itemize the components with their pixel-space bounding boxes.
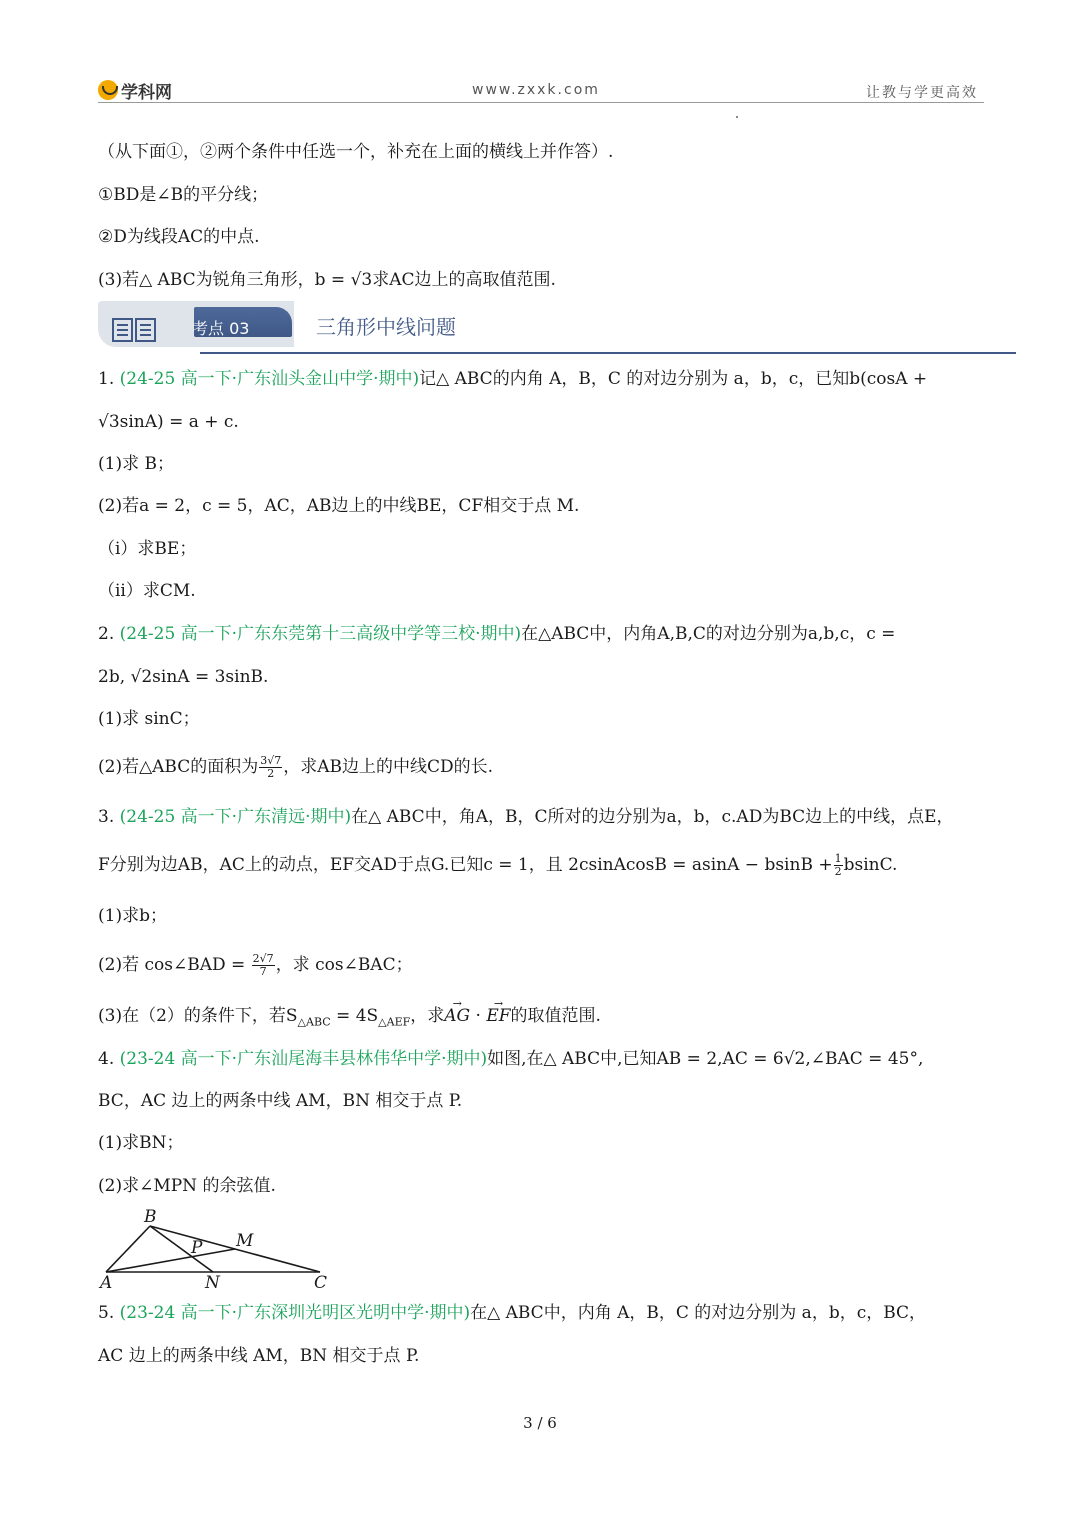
problem-source: (24-25 高一下·广东东莞第十三高级中学等三校·期中) [119, 624, 522, 644]
vector-ag: → AG [444, 1003, 470, 1029]
fraction-numerator: 1 [834, 852, 842, 865]
q3-text-post: 的取值范围. [510, 1006, 601, 1026]
subscript: △ABC [297, 1015, 331, 1029]
brand-logo [98, 78, 172, 102]
section-title: 三角形中线问题 [316, 315, 456, 339]
problem-text: 记△ ABC的内角 A，B，C 的对边分别为 a，b，c，已知b(cosA + [419, 369, 928, 389]
intro-line-4: (3)若△ ABC为锐角三角形，b = √3求AC边上的高取值范围. [98, 270, 556, 290]
problem-number: 3. [98, 807, 115, 827]
label-b: B [144, 1207, 157, 1227]
problem-source: (24-25 高一下·广东汕头金山中学·期中) [119, 369, 420, 389]
problem-4-stem [98, 1046, 923, 1072]
intro-line-1: （从下面①，②两个条件中任选一个，补充在上面的横线上并作答）. [98, 142, 614, 162]
header-url: www.zxxk.com [472, 82, 600, 98]
vector-ef: → EF [486, 1003, 510, 1029]
header-slogan: 让教与学更高效 [866, 85, 978, 101]
q2-text: (2)若△ABC的面积为 [98, 757, 259, 777]
fraction-numerator: 2√7 [252, 952, 274, 965]
label-a: A [100, 1273, 113, 1293]
problem-5-stem-cont: AC 边上的两条中线 AM，BN 相交于点 P. [98, 1346, 420, 1366]
problem-3-q3 [98, 1003, 601, 1035]
q3-text: = 4S [330, 1006, 379, 1026]
q3-text: ，求 [410, 1006, 445, 1026]
label-n: N [205, 1273, 220, 1293]
stem-text: F分别为边AB，AC上的动点，EF交AD于点G.已知c = 1，且 2csinAcosB = asinA − bsinB + [98, 855, 833, 875]
header-divider [98, 102, 984, 103]
problem-text: 在△ABC中，内角A,B,C的对边分别为a,b,c，c = [521, 624, 896, 644]
problem-3-q1: (1)求b； [98, 906, 167, 926]
problem-source: (23-24 高一下·广东汕尾海丰县林伟华中学·期中) [119, 1049, 488, 1069]
logo-icon [98, 80, 118, 100]
problem-4-q2: (2)求∠MPN 的余弦值. [98, 1176, 276, 1196]
problem-2-stem [98, 621, 895, 647]
label-m: M [236, 1231, 254, 1251]
problem-1-q2: (2)若a = 2，c = 5，AC，AB边上的中线BE，CF相交于点 M. [98, 496, 580, 516]
problem-3-stem-cont [98, 852, 897, 878]
intro-line-2: ①BD是∠B的平分线； [98, 185, 269, 205]
logo-text: 学科网 [121, 82, 172, 103]
fraction-numerator: 3√7 [260, 754, 282, 767]
problem-number: 2. [98, 624, 115, 644]
label-c: C [314, 1273, 328, 1293]
fraction-denominator: 7 [259, 965, 267, 978]
problem-1-q1: (1)求 B； [98, 454, 174, 474]
problem-number: 1. [98, 369, 115, 389]
speck [736, 116, 738, 118]
fraction-denominator: 2 [834, 865, 842, 878]
fraction-denominator: 2 [267, 767, 275, 780]
problem-source: (23-24 高一下·广东深圳光明区光明中学·期中) [119, 1303, 471, 1323]
problem-number: 4. [98, 1049, 115, 1069]
q2-text-post: ，求 cos∠BAC； [275, 955, 413, 975]
problem-1-q2ii: （ii）求CM. [98, 581, 196, 601]
problem-2-q2 [98, 754, 493, 780]
q3-text: (3)在（2）的条件下，若S [98, 1006, 298, 1026]
problem-2-stem-cont: 2b, √2sinA = 3sinB. [98, 667, 269, 687]
dot-operator: · [470, 1006, 487, 1026]
intro-line-3: ②D为线段AC的中点. [98, 227, 260, 247]
problem-3-stem [98, 804, 954, 830]
fraction [252, 953, 275, 978]
problem-number: 5. [98, 1303, 115, 1323]
problem-2-q1: (1)求 sinC； [98, 709, 200, 729]
book-icon [112, 318, 156, 342]
fraction [834, 853, 843, 878]
median-bn [150, 1226, 213, 1272]
section-rule [200, 352, 1016, 354]
triangle-figure [98, 1204, 338, 1294]
q2-text-post: ，求AB边上的中线CD的长. [283, 757, 494, 777]
stem-text-post: bsinC. [843, 855, 898, 875]
problem-1-q2i: （i）求BE； [98, 539, 197, 559]
problem-1-stem-cont: √3sinA) = a + c. [98, 412, 239, 432]
problem-text: 在△ ABC中，内角 A，B，C 的对边分别为 a，b，c，BC， [470, 1303, 927, 1323]
problem-1-stem [98, 366, 927, 392]
problem-source: (24-25 高一下·广东清远·期中) [119, 807, 352, 827]
q2-text: (2)若 cos∠BAD = [98, 955, 246, 975]
problem-3-q2 [98, 952, 413, 978]
page-number: 3 / 6 [523, 1414, 557, 1432]
problem-4-q1: (1)求BN； [98, 1133, 184, 1153]
problem-4-stem-cont: BC，AC 边上的两条中线 AM，BN 相交于点 P. [98, 1091, 463, 1111]
subscript: △AEF [378, 1015, 411, 1029]
fraction [259, 755, 282, 780]
problem-text: 如图,在△ ABC中,已知AB = 2,AC = 6√2,∠BAC = 45°, [487, 1049, 924, 1069]
problem-5-stem [98, 1300, 926, 1326]
label-p: P [191, 1238, 203, 1258]
problem-text: 在△ ABC中，角A，B，C所对的边分别为a，b，c.AD为BC边上的中线，点E， [351, 807, 954, 827]
section-label: 考点 03 [192, 319, 250, 338]
